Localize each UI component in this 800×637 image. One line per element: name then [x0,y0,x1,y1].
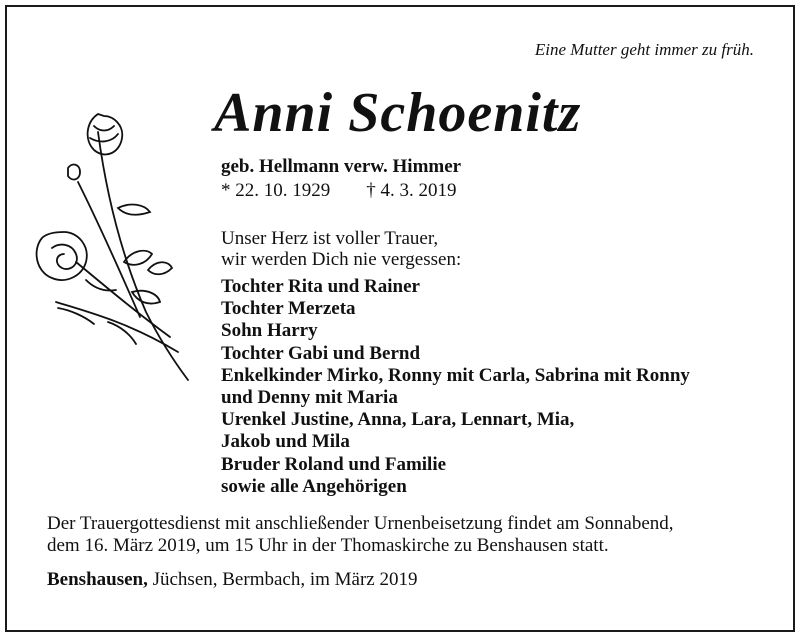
birth-date: * 22. 10. 1929 [221,180,331,201]
rose-illustration-icon [28,112,208,392]
intro-line: wir werden Dich nie vergessen: [221,249,462,270]
mourner-line: Tochter Gabi und Bernd [221,342,421,364]
life-dates [221,180,457,202]
mourner-line: sowie alle Angehörigen [221,475,407,497]
mourners-list [221,276,690,498]
service-line: dem 16. März 2019, um 15 Uhr in der Thomaskirche zu Benshausen statt. [47,535,609,556]
service-line: Der Trauergottesdienst mit anschließender Urnenbeisetzung findet am Sonnabend, [47,513,674,534]
mourner-line: Bruder Roland und Familie [221,453,447,475]
mourner-line: Tochter Rita und Rainer [221,276,420,297]
deceased-name: Anni Schoenitz [214,82,582,144]
mourner-line: Sohn Harry [221,320,318,342]
mourner-line: Urenkel Justine, Anna, Lara, Lennart, Mia, [221,409,575,431]
death-date: † 4. 3. 2019 [366,180,457,201]
mourner-line: Enkelkinder Mirko, Ronny mit Carla, Sabrina mit Ronny [221,364,690,386]
mourner-line: und Denny mit Maria [221,387,398,409]
intro-text [221,228,461,270]
place-main: Benshausen, [47,569,148,590]
intro-line: Unser Herz ist voller Trauer, [221,228,439,249]
maiden-name-line: geb. Hellmann verw. Himmer [221,156,462,177]
motto: Eine Mutter geht immer zu früh. [534,40,754,59]
service-info [47,513,767,557]
mourner-line: Tochter Merzeta [221,298,356,320]
mourner-line: Jakob und Mila [221,431,350,453]
place-date-line [47,569,418,591]
place-rest: Jüchsen, Bermbach, im März 2019 [147,569,418,590]
